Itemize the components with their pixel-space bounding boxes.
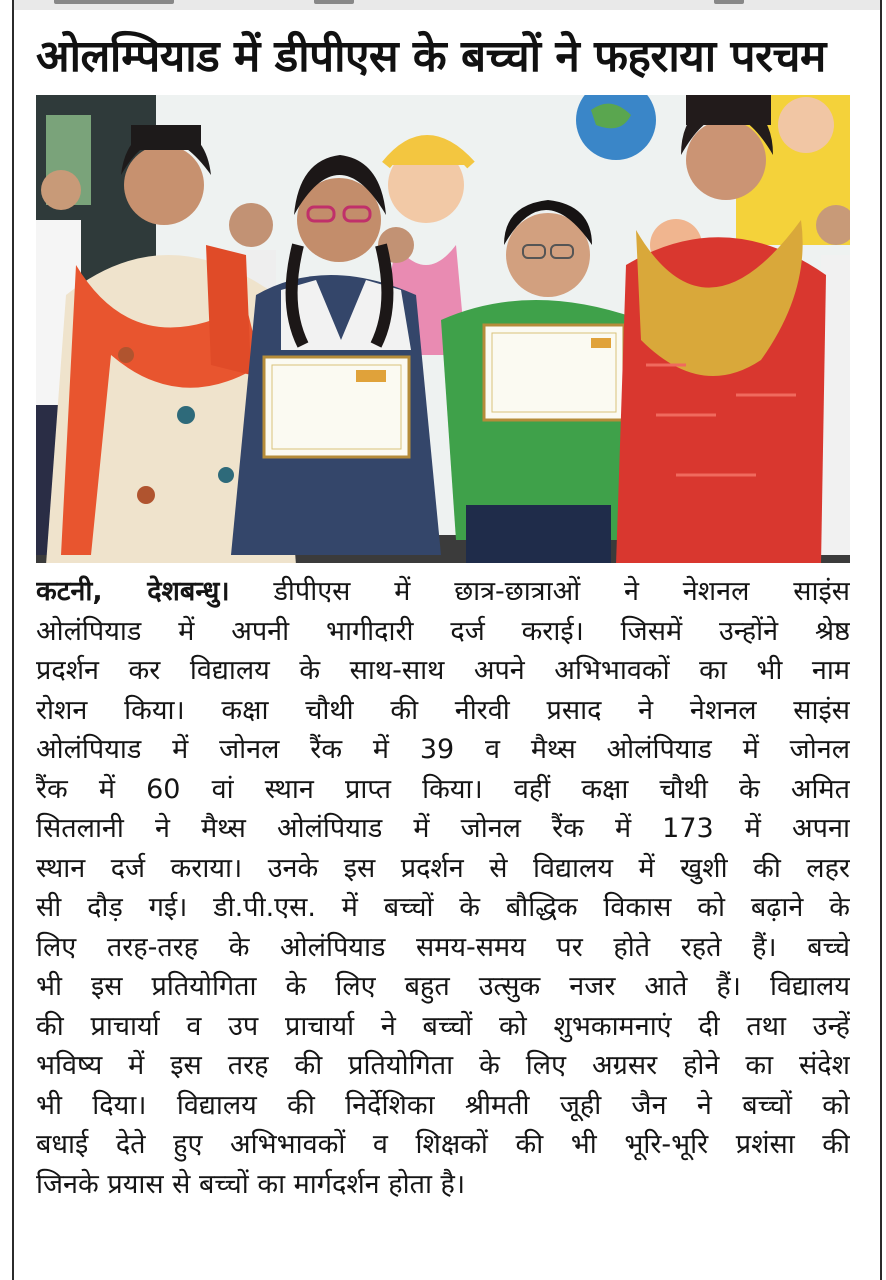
headline: ओलम्पियाड में डीपीएस के बच्चों ने फहराया परचम — [36, 31, 826, 82]
article-body — [36, 572, 850, 1204]
article-line: भी इस प्रतियोगिता के लिए बहुत उत्सुक नजर आते हैं। विद्यालय — [36, 971, 850, 1002]
article-line: सी दौड़ गई। डी.पी.एस. में बच्चों के बौद्धिक विकास को बढ़ाने के — [36, 892, 850, 923]
article-line: सितलानी ने मैथ्स ओलंपियाड में जोनल रैंक में 173 में अपना — [36, 813, 850, 844]
article-line: ओलंपियाड में अपनी भागीदारी दर्ज कराई। जिसमें उन्होंने श्रेष्ठ — [36, 615, 850, 647]
article-line: भविष्य में इस तरह की प्रतियोगिता के लिए अग्रसर होने का संदेश — [36, 1050, 850, 1081]
column-rule-right — [880, 0, 882, 1280]
article-line: स्थान दर्ज कराया। उनके इस प्रदर्शन से विद्यालय में खुशी की लहर — [36, 852, 850, 884]
article-line: बधाई देते हुए अभिभावकों व शिक्षकों की भी भूरि-भूरि प्रशंसा की — [36, 1129, 850, 1160]
article-line: ओलंपियाड में जोनल रैंक में 39 व मैथ्स ओलंपियाड में जोनल — [36, 734, 850, 765]
article-line: रोशन किया। कक्षा चौथी की नीरवी प्रसाद ने नेशनल साइंस — [36, 694, 850, 726]
article-line: लिए तरह-तरह के ओलंपियाड समय-समय पर होते रहते हैं। बच्चे — [36, 931, 850, 963]
article-line: की प्राचार्या व उप प्राचार्या ने बच्चों को शुभकामनाएं दी तथा उन्हें — [36, 1010, 850, 1042]
article-line — [36, 572, 850, 612]
column-rule-left — [12, 0, 14, 1280]
article-line: प्रदर्शन कर विद्यालय के साथ-साथ अपने अभिभावकों का भी नाम — [36, 655, 850, 686]
article-line-text: डीपीएस में छात्र-छात्राओं ने नेशनल साइंस — [229, 576, 850, 607]
article-line: रैंक में 60 वां स्थान प्राप्त किया। वहीं कक्षा चौथी के अमित — [36, 773, 850, 805]
news-photo — [36, 95, 850, 563]
article-line: भी दिया। विद्यालय की निर्देशिका श्रीमती जूही जैन ने बच्चों को — [36, 1089, 850, 1121]
article-line: जिनके प्रयास से बच्चों का मार्गदर्शन होता है। — [36, 1168, 466, 1200]
cropped-previous-text — [14, 0, 880, 10]
dateline: कटनी, देशबन्धु। — [36, 576, 230, 607]
